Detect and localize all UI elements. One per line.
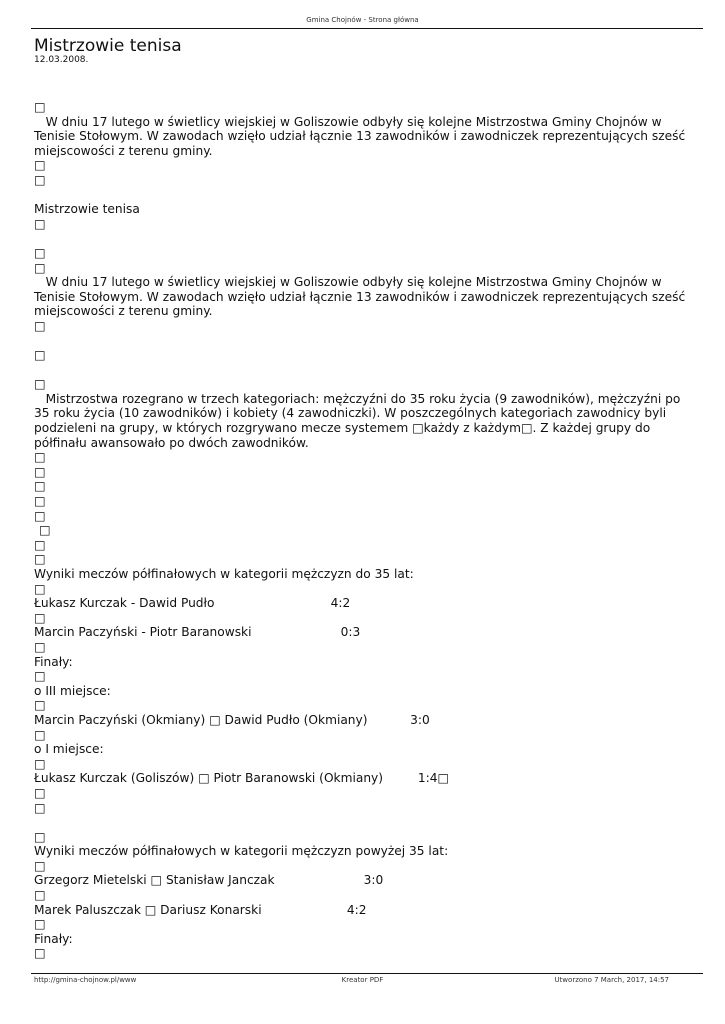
categories-paragraph: Mistrzostwa rozegrano w trzech kategoriach: mężczyźni do 35 roku życia (9 zawodników), mężczyźni po 35 roku życia (10 zawodników) i kobiety (4 zawodniczki). W poszczególnych kategoriach zawodnicy byli podzieleni na grupy, w których rozgrywano mecze systemem □każdy z każdym□. Z każdej grupy do półfinału awansowało po dwóch zawodników. xyxy=(34,391,681,450)
placeholder-glyph: □ xyxy=(39,523,51,538)
o35-semifinal-2: Marek Paluszczak □ Dariusz Konarski 4:2 xyxy=(34,902,367,917)
article-body xyxy=(34,100,686,961)
placeholder-glyph: □ xyxy=(34,450,46,465)
placeholder-glyph: □ xyxy=(34,858,46,873)
placeholder-glyph: □ xyxy=(34,318,46,333)
article-date: 12.03.2008. xyxy=(34,55,89,65)
placeholder-glyph: □ xyxy=(34,610,46,625)
placeholder-glyph: □ xyxy=(34,537,46,552)
u35-heading: Wyniki meczów półfinałowych w kategorii mężczyzn do 35 lat: xyxy=(34,567,414,581)
footer-created: Utworzono 7 March, 2017, 14:57 xyxy=(554,976,669,984)
u35-finals-label: Finały: xyxy=(34,654,73,669)
placeholder-glyph: □ xyxy=(34,756,46,771)
u35-third-place-label: o III miejsce: xyxy=(34,683,111,698)
u35-semifinal-1: Łukasz Kurczak - Dawid Pudło 4:2 xyxy=(34,596,351,611)
u35-semifinal-2: Marcin Paczyński - Piotr Baranowski 0:3 xyxy=(34,625,361,640)
placeholder-glyph: □ xyxy=(34,727,46,742)
placeholder-glyph: □ xyxy=(34,464,46,479)
u35-first-place-label: o I miejsce: xyxy=(34,742,104,757)
placeholder-glyph: □ xyxy=(34,216,46,231)
placeholder-glyph: □ xyxy=(34,508,46,523)
placeholder-glyph: □ xyxy=(34,260,46,275)
placeholder-glyph: □ xyxy=(34,158,46,173)
placeholder-glyph: □ xyxy=(34,829,46,844)
placeholder-glyph: □ xyxy=(34,377,46,392)
footer-url: http://gmina-chojnow.pl/www xyxy=(34,976,137,984)
intro-paragraph-repeat: W dniu 17 lutego w świetlicy wiejskiej w Goliszowie odbyły się kolejne Mistrzostwa Gminy Chojnów w Tenisie Stołowym. W zawodach wzięło udział łącznie 13 zawodników i zawodniczek reprezentujących sześć miejscowości z terenu gminy. xyxy=(34,275,686,319)
placeholder-glyph: □ xyxy=(34,800,46,815)
footer-divider xyxy=(31,973,703,974)
site-title: Gmina Chojnów - Strona główna xyxy=(306,16,419,24)
placeholder-glyph: □ xyxy=(34,494,46,509)
intro-paragraph: W dniu 17 lutego w świetlicy wiejskiej w Goliszowie odbyły się kolejne Mistrzostwa Gminy Chojnów w Tenisie Stołowym. W zawodach wzięło udział łącznie 13 zawodników i zawodniczek reprezentujących sześć miejscowości z terenu gminy. xyxy=(34,114,686,158)
article-title: Mistrzowie tenisa xyxy=(34,36,182,56)
o35-finals-label: Finały: xyxy=(34,931,73,946)
placeholder-glyph: □ xyxy=(34,946,46,961)
u35-third-place-match: Marcin Paczyński (Okmiany) □ Dawid Pudło (Okmiany) 3:0 xyxy=(34,712,430,727)
placeholder-glyph: □ xyxy=(34,100,46,114)
footer-generator: Kreator PDF xyxy=(341,976,384,984)
placeholder-glyph: □ xyxy=(34,669,46,684)
header-divider xyxy=(31,28,703,29)
placeholder-glyph: □ xyxy=(34,172,46,187)
placeholder-glyph: □ xyxy=(34,245,46,260)
placeholder-glyph: □ xyxy=(34,552,46,567)
article-subtitle: Mistrzowie tenisa xyxy=(34,202,140,217)
placeholder-glyph: □ xyxy=(34,917,46,932)
o35-heading: Wyniki meczów półfinałowych w kategorii mężczyzn powyżej 35 lat: xyxy=(34,844,449,859)
placeholder-glyph: □ xyxy=(34,348,46,363)
placeholder-glyph: □ xyxy=(34,785,46,800)
placeholder-glyph: □ xyxy=(34,698,46,713)
placeholder-glyph: □ xyxy=(34,479,46,494)
placeholder-glyph: □ xyxy=(34,639,46,654)
u35-first-place-match: Łukasz Kurczak (Goliszów) □ Piotr Baranowski (Okmiany) 1:4□ xyxy=(34,771,450,786)
placeholder-glyph: □ xyxy=(34,581,46,596)
placeholder-glyph: □ xyxy=(34,888,46,903)
o35-semifinal-1: Grzegorz Mietelski □ Stanisław Janczak 3:0 xyxy=(34,873,384,888)
